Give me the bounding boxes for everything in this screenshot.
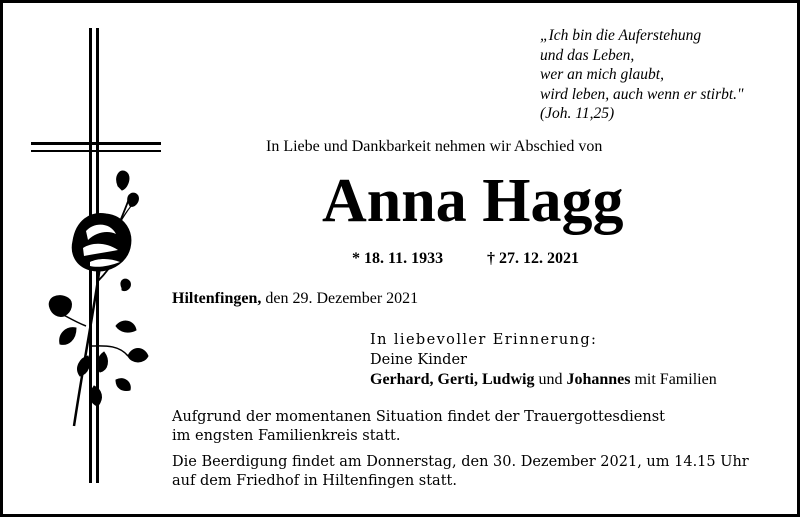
- intro-text: In Liebe und Dankbarkeit nehmen wir Abschied von: [266, 138, 603, 155]
- mourners-names: [370, 370, 717, 390]
- notice-line: auf dem Friedhof in Hiltenfingen statt.: [172, 473, 457, 489]
- connector-word: und: [538, 371, 563, 388]
- quote-line: wer an mich glaubt,: [540, 66, 664, 83]
- quote-line: und das Leben,: [540, 46, 635, 64]
- memory-children-label: Deine Kinder: [370, 351, 467, 368]
- notice-line: im engsten Familienkreis statt.: [172, 428, 401, 444]
- service-notice: [172, 408, 782, 446]
- cross-with-rose-icon: [28, 26, 168, 496]
- burial-notice: [172, 453, 782, 491]
- date: den 29. Dezember 2021: [265, 290, 419, 307]
- mourner-names-group: Gerhard, Gerti, Ludwig: [370, 371, 535, 388]
- birth-date: * 18. 11. 1933: [352, 250, 444, 267]
- memory-block: [370, 331, 717, 390]
- place: Hiltenfingen,: [172, 290, 262, 307]
- quote-line: wird leben, auch wenn er stirbt.": [540, 85, 744, 103]
- deceased-name: Anna Hagg: [322, 167, 624, 235]
- death-date: † 27. 12. 2021: [487, 250, 579, 267]
- bible-quote: [540, 26, 790, 124]
- memory-heading: In liebevoller Erinnerung:: [370, 332, 598, 348]
- quote-reference: (Joh. 11,25): [540, 105, 615, 122]
- quote-line: „Ich bin die Auferstehung: [540, 27, 702, 44]
- notice-line: Aufgrund der momentanen Situation findet der Trauergottesdienst: [172, 409, 665, 425]
- mourner-name: Johannes: [566, 371, 631, 388]
- families-suffix: mit Familien: [634, 371, 717, 388]
- place-and-date: [172, 290, 418, 308]
- notice-line: Die Beerdigung findet am Donnerstag, den 30. Dezember 2021, um 14.15 Uhr: [172, 454, 749, 470]
